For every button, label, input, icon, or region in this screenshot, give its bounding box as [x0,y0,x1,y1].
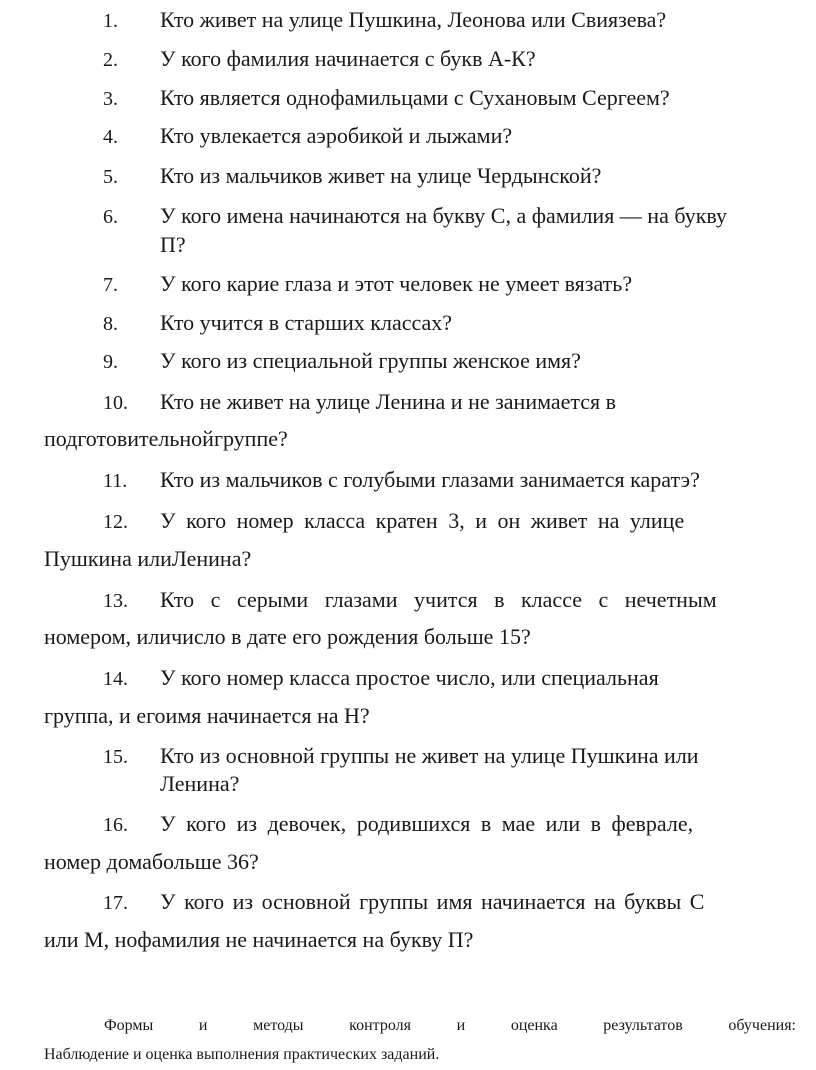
question-text: У кого из специальной группы женское имя? [160,348,581,373]
question-text: У кого из девочек, родившихся в мае или в феврале, [160,811,694,836]
question-text: Кто из мальчиков с голубыми глазами занимается каратэ? [160,467,700,492]
question-text: У кого номер класса кратен 3, и он живет на улице [160,508,685,533]
question-number: 12. [103,511,128,533]
question-text: У кого номер класса простое число, или специальная [160,665,659,690]
question-number: 7. [103,274,118,296]
question-number: 9. [103,351,118,373]
footer-word: обучения: [728,1017,796,1034]
question-number: 15. [103,746,128,768]
footer-word: и [456,1017,466,1034]
question-number: 16. [103,814,128,836]
question-text-cont: Пушкина илиЛенина? [44,546,252,571]
question-text: Кто увлекается аэробикой и лыжами? [160,123,513,148]
question-text: Кто учится в старших классах? [160,310,453,335]
footer-word: и [198,1017,208,1034]
question-number: 5. [103,166,118,188]
question-text: Кто с серыми глазами учится в классе с нечетным [160,587,717,612]
question-text: Кто является однофамильцами с Сухановым Сергеем? [160,85,670,110]
question-number: 14. [103,668,128,690]
footer-word: методы [253,1017,304,1034]
question-text: У кого из основной группы имя начинается на буквы С [160,889,705,914]
question-text-cont: или М, нофамилия не начинается на букву П? [44,927,474,952]
question-text-cont: Ленина? [160,771,240,796]
question-text-cont: П? [160,232,186,257]
question-text-cont: номер домабольше 36? [44,849,259,874]
footer-heading [104,1015,796,1037]
question-text: У кого карие глаза и этот человек не умеет вязать? [160,271,633,296]
question-number: 13. [103,590,128,612]
question-number: 1. [103,10,118,32]
question-number: 10. [103,392,128,414]
question-text: У кого фамилия начинается с букв А-К? [160,46,536,71]
footer-word: Формы [104,1017,154,1034]
footer-word: контроля [349,1017,411,1034]
question-text-cont: номером, иличисло в дате его рождения больше 15? [44,624,531,649]
footer-word: результатов [603,1017,683,1034]
question-text-cont: подготовительнойгруппе? [44,426,288,451]
footer-text: Наблюдение и оценка выполнения практических заданий. [44,1046,440,1063]
question-number: 2. [103,49,118,71]
question-number: 6. [103,206,118,228]
question-text: У кого имена начинаются на букву С, а фамилия — на букву [160,203,728,228]
question-text: Кто из основной группы не живет на улице Пушкина или [160,743,699,768]
question-text: Кто живет на улице Пушкина, Леонова или Свиязева? [160,7,667,32]
question-number: 3. [103,88,118,110]
question-number: 8. [103,313,118,335]
question-text: Кто не живет на улице Ленина и не занимается в [160,389,617,414]
question-number: 11. [103,470,128,492]
question-text: Кто из мальчиков живет на улице Чердынской? [160,163,602,188]
footer-word: оценка [510,1017,558,1034]
question-number: 4. [103,126,118,148]
question-number: 17. [103,892,128,914]
question-text-cont: группа, и егоимя начинается на Н? [44,703,370,728]
